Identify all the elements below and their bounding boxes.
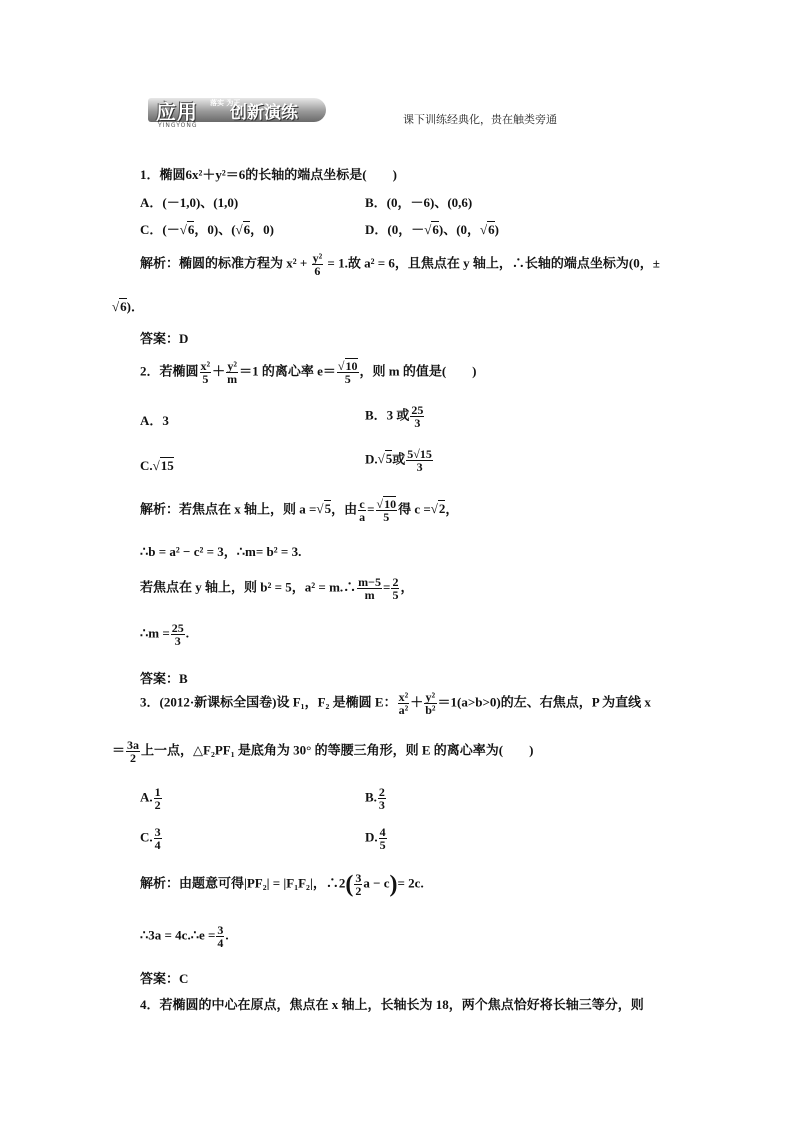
- q3-option-a: A. $\frac{1}{2}$: [140, 785, 161, 812]
- q2-option-b: B．3 或 $\frac{25}{3}$: [365, 403, 424, 430]
- q1-solution-line2: √ 6)．: [112, 298, 144, 316]
- fraction: $\frac{\text{y²}}{6}$: [312, 251, 323, 278]
- q3-stem-line2: ＝ $\frac{3a}{2}$ 上一点，△F₂PF₁ 是底角为 30° 的等腰三角形，则 E 的离心率为( ): [112, 738, 534, 765]
- fraction: $\frac{3}{4}$: [217, 923, 224, 950]
- q2-stem: 2．若椭圆 $\frac{\text{x²}}{5}$ ＋ $\frac{\text{y²}}{m}$ ＝1 的离心率 e＝ √ $\frac{10}{5}$ ，则 m 的值是( ): [140, 360, 477, 385]
- fraction: $\frac{3}{2}$: [355, 871, 362, 898]
- q2-option-a: A．3: [140, 413, 169, 428]
- fraction: $\frac{m-5}{m}$: [358, 575, 382, 602]
- q3-option-b: B. $\frac{2}{3}$: [365, 785, 385, 812]
- header-banner: [148, 96, 328, 129]
- fraction: $\frac{2}{3}$: [378, 785, 385, 812]
- q2-option-c: C.√ 15: [140, 457, 174, 475]
- q2-solution-line1: 解析：若焦点在 x 轴上，则 a =√ 5，由 $\frac{c}{a}$ = √ $\frac{10}{5}$ 得 c =√ 2，: [140, 498, 458, 523]
- banner-pinyin: YINGYONG: [158, 122, 198, 129]
- q3-answer: 答案：C: [140, 971, 189, 986]
- q1-option-c: C．(－√ 6，0)、(√ 6，0): [140, 221, 274, 239]
- q1-stem: 1．椭圆6x²＋y²＝6的长轴的端点坐标是( ): [140, 167, 397, 182]
- q1-option-a: A．(－1,0)、(1,0): [140, 195, 239, 210]
- fraction: $\frac{\text{x²}}{5}$: [200, 359, 211, 386]
- q3-solution-line1: 解析：由题意可得|PF₂| = |F₁F₂|，∴2( $\frac{3}{2}$ a − c)= 2c.: [140, 871, 424, 898]
- banner-second-text: 创新演练: [230, 103, 298, 123]
- q3-option-d: D. $\frac{4}{5}$: [365, 825, 386, 852]
- fraction: √ $\frac{10}{5}$: [376, 498, 398, 523]
- fraction: $\frac{2}{5}$: [392, 575, 399, 602]
- q2-solution-line3: 若焦点在 y 轴上，则 b² = 5，a² = m.∴ $\frac{m-5}{m}$ = $\frac{2}{5}$ ，: [140, 575, 414, 602]
- q3-solution-line2: ∴3a = 4c.∴e = $\frac{3}{4}$ .: [140, 923, 229, 950]
- q3-option-c: C. $\frac{3}{4}$: [140, 825, 161, 852]
- fraction: $\frac{25}{3}$: [171, 621, 184, 648]
- banner-small-text: 落实 为王: [210, 99, 241, 107]
- q2-solution-line2: ∴b = a² − c² = 3，∴m= b² = 3.: [140, 544, 302, 559]
- banner-main-text: 应用: [156, 100, 198, 124]
- fraction: $\frac{25}{3}$: [411, 403, 424, 430]
- fraction: $\frac{1}{2}$: [154, 785, 161, 812]
- fraction: $\frac{3a}{2}$: [127, 738, 140, 765]
- fraction: $\frac{\text{x²}}{\text{a²}}$: [398, 690, 409, 717]
- fraction: $\frac{3}{4}$: [154, 825, 161, 852]
- q1-option-d: D．(0，－√ 6)、(0，√ 6): [365, 221, 499, 239]
- q2-solution-line4: ∴m = $\frac{25}{3}$ .: [140, 621, 190, 648]
- q4-stem: 4．若椭圆的中心在原点，焦点在 x 轴上，长轴长为 18，两个焦点恰好将长轴三等分，则: [140, 997, 644, 1012]
- fraction: $\frac{\text{y²}}{\text{b²}}$: [425, 690, 436, 717]
- fraction: $\frac{5√15}{3}$: [407, 447, 432, 474]
- q2-answer: 答案：B: [140, 671, 188, 686]
- q1-option-b: B．(0，－6)、(0,6): [365, 195, 473, 210]
- fraction: $\frac{\text{y²}}{m}$: [227, 359, 238, 386]
- q2-option-d: D.√ 5或 $\frac{5√15}{3}$: [365, 448, 434, 473]
- fraction: $\frac{c}{a}$: [359, 497, 366, 524]
- q1-answer: 答案：D: [140, 331, 189, 346]
- q1-solution-line1: 解析：椭圆的标准方程为 x² + $\frac{\text{y²}}{6}$ = 1.故 a² = 6，且焦点在 y 轴上，∴长轴的端点坐标为(0，±: [140, 251, 660, 278]
- fraction: $\frac{4}{5}$: [379, 825, 386, 852]
- fraction: √ $\frac{10}{5}$: [337, 360, 359, 385]
- q3-stem-line1: 3．(2012·新课标全国卷)设 F₁，F₂ 是椭圆 E： $\frac{\text{x²}}{\text{a²}}$ ＋ $\frac{\text{y²}}{\text{b²}}$ ＝1(a>b>0)的左、右焦点，P 为直线 x: [140, 690, 651, 717]
- header-slogan: 课下训练经典化，贵在触类旁通: [403, 113, 557, 126]
